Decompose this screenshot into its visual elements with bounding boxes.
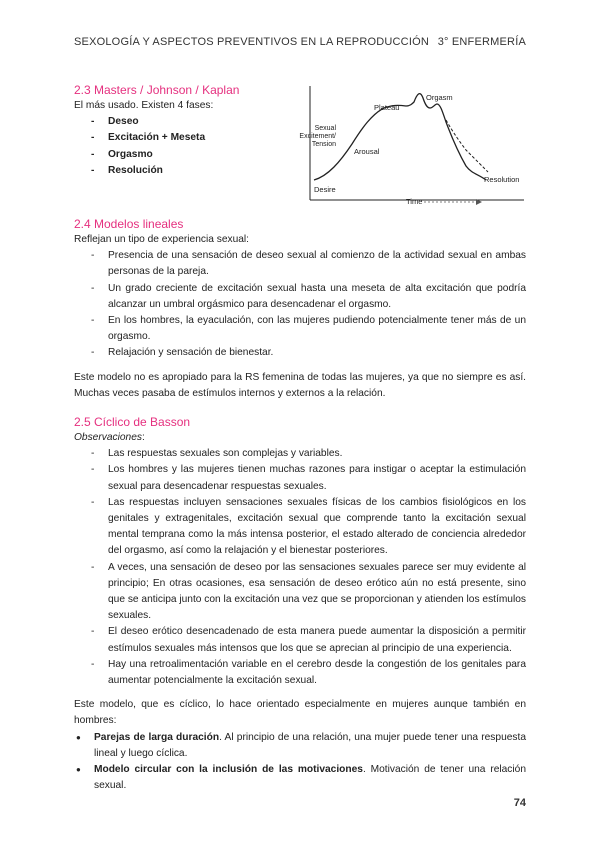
time-label: Time — [406, 197, 423, 206]
header-program: 3° ENFERMERÍA — [437, 36, 526, 48]
y-axis-label: Tension — [311, 141, 336, 148]
bullet-bold: Parejas de larga duración — [94, 731, 220, 743]
list-item: - A veces, una sensación de deseo por las sensaciones sexuales parece ser muy evidente al principio; En otras ocasiones, esa sensación de deseo erótico aún no está presente, sino que se anticipa junto con la excitación una vez que se proporcionan y atienden los estímulos sexuales. — [74, 560, 526, 625]
observations-label: Observaciones — [74, 432, 142, 444]
observations-list — [74, 446, 526, 689]
bullet-bold: Modelo circular con la inclusión de las motivaciones — [94, 764, 363, 776]
list-item: - Presencia de una sensación de deseo sexual al comienzo de la actividad sexual en ambas personas de la pareja. — [74, 248, 526, 280]
bullet-item — [74, 762, 526, 794]
section-basson-cycle — [74, 414, 526, 794]
bullet-rest: . Motivación de tener una relación sexual. — [94, 764, 526, 792]
phase-item: - Resolución — [74, 163, 526, 179]
list-item: - Hay una retroalimentación variable en el cerebro desde la congestión de los genitales para aumentar potencialmente la excitación sexual. — [74, 657, 526, 689]
section-closing: Este modelo, que es cíclico, lo hace orientado especialmente en mujeres aunque también en hombres: — [74, 699, 526, 727]
orgasm-label: Orgasm — [426, 93, 453, 102]
bullet-rest: . Al principio de una relación, una mujer puede tener una respuesta lineal y luego cíclica. — [94, 731, 526, 759]
list-item: - Relajación y sensación de bienestar. — [74, 345, 526, 361]
response-curve — [311, 94, 486, 180]
y-axis-label: Excitement/ — [299, 133, 336, 140]
model-bullets — [74, 730, 526, 795]
section-intro: Reflejan un tipo de experiencia sexual: — [74, 234, 249, 245]
resolution-dashed-curve — [446, 120, 488, 172]
section-title: 2.3 Masters / Johnson / Kaplan — [74, 83, 240, 97]
page-content — [74, 82, 526, 795]
observations-suffix: : — [141, 432, 145, 444]
page-header — [74, 36, 526, 48]
page-number: 74 — [513, 797, 526, 809]
y-axis-label: Sexual — [314, 125, 336, 132]
sexual-response-curve-figure — [299, 82, 526, 210]
bullet-item — [74, 730, 526, 762]
list-item: - Los hombres y las mujeres tienen muchas razones para instigar o aceptar la estimulación sexual para desencadenar respuestas sexuales. — [74, 462, 526, 494]
list-item: - El deseo erótico desencadenado de esta manera puede aumentar la disposición a permitir estímulos sexuales más intensos que los que se aprecian al principio de una experiencia. — [74, 624, 526, 656]
list-item: - Las respuestas incluyen sensaciones sexuales físicas de los cambios fisiológicos en los genitales y extragenitales, excitación sexual que comprende tanto la excitación sexual mental temprana como la más intensa posterior, el estado alterado de conciencia alrededor del orgasmo, así como la relajación y el bienestar posteriores. — [74, 495, 526, 560]
resolution-label: Resolution — [484, 175, 520, 184]
plateau-label: Plateau — [374, 103, 400, 112]
list-item: - En los hombres, la eyaculación, con las mujeres pudiendo potencialmente tener más de un orgasmo. — [74, 313, 526, 345]
section-title: 2.5 Cíclico de Basson — [74, 415, 191, 430]
phase-item: - Orgasmo — [74, 147, 526, 163]
section-linear-models — [74, 216, 526, 402]
section-intro: El más usado. Existen 4 fases: — [74, 100, 214, 111]
observations-heading — [74, 430, 526, 446]
section-masters-johnson-kaplan — [74, 82, 526, 216]
list-item: - Un grado creciente de excitación sexual hasta una meseta de alta excitación que podría alcanzar un umbral orgásmico para desencadenar el orgasmo. — [74, 281, 526, 313]
phase-item: - Deseo — [74, 114, 526, 130]
linear-model-list — [74, 248, 526, 361]
section-title: 2.4 Modelos lineales — [74, 217, 184, 231]
desire-label: Desire — [314, 185, 336, 194]
header-course-title: SEXOLOGÍA Y ASPECTOS PREVENTIVOS EN LA REPRODUCCIÓN — [74, 36, 429, 48]
list-item: - Las respuestas sexuales son complejas y variables. — [74, 446, 526, 462]
section-closing: Este modelo no es apropiado para la RS femenina de todas las mujeres, ya que no siempre es así. Muchas veces pasaba de estímulos internos y externos a la relación. — [74, 371, 526, 399]
phase-item: - Excitación + Meseta — [74, 130, 526, 146]
arousal-label: Arousal — [354, 147, 380, 156]
